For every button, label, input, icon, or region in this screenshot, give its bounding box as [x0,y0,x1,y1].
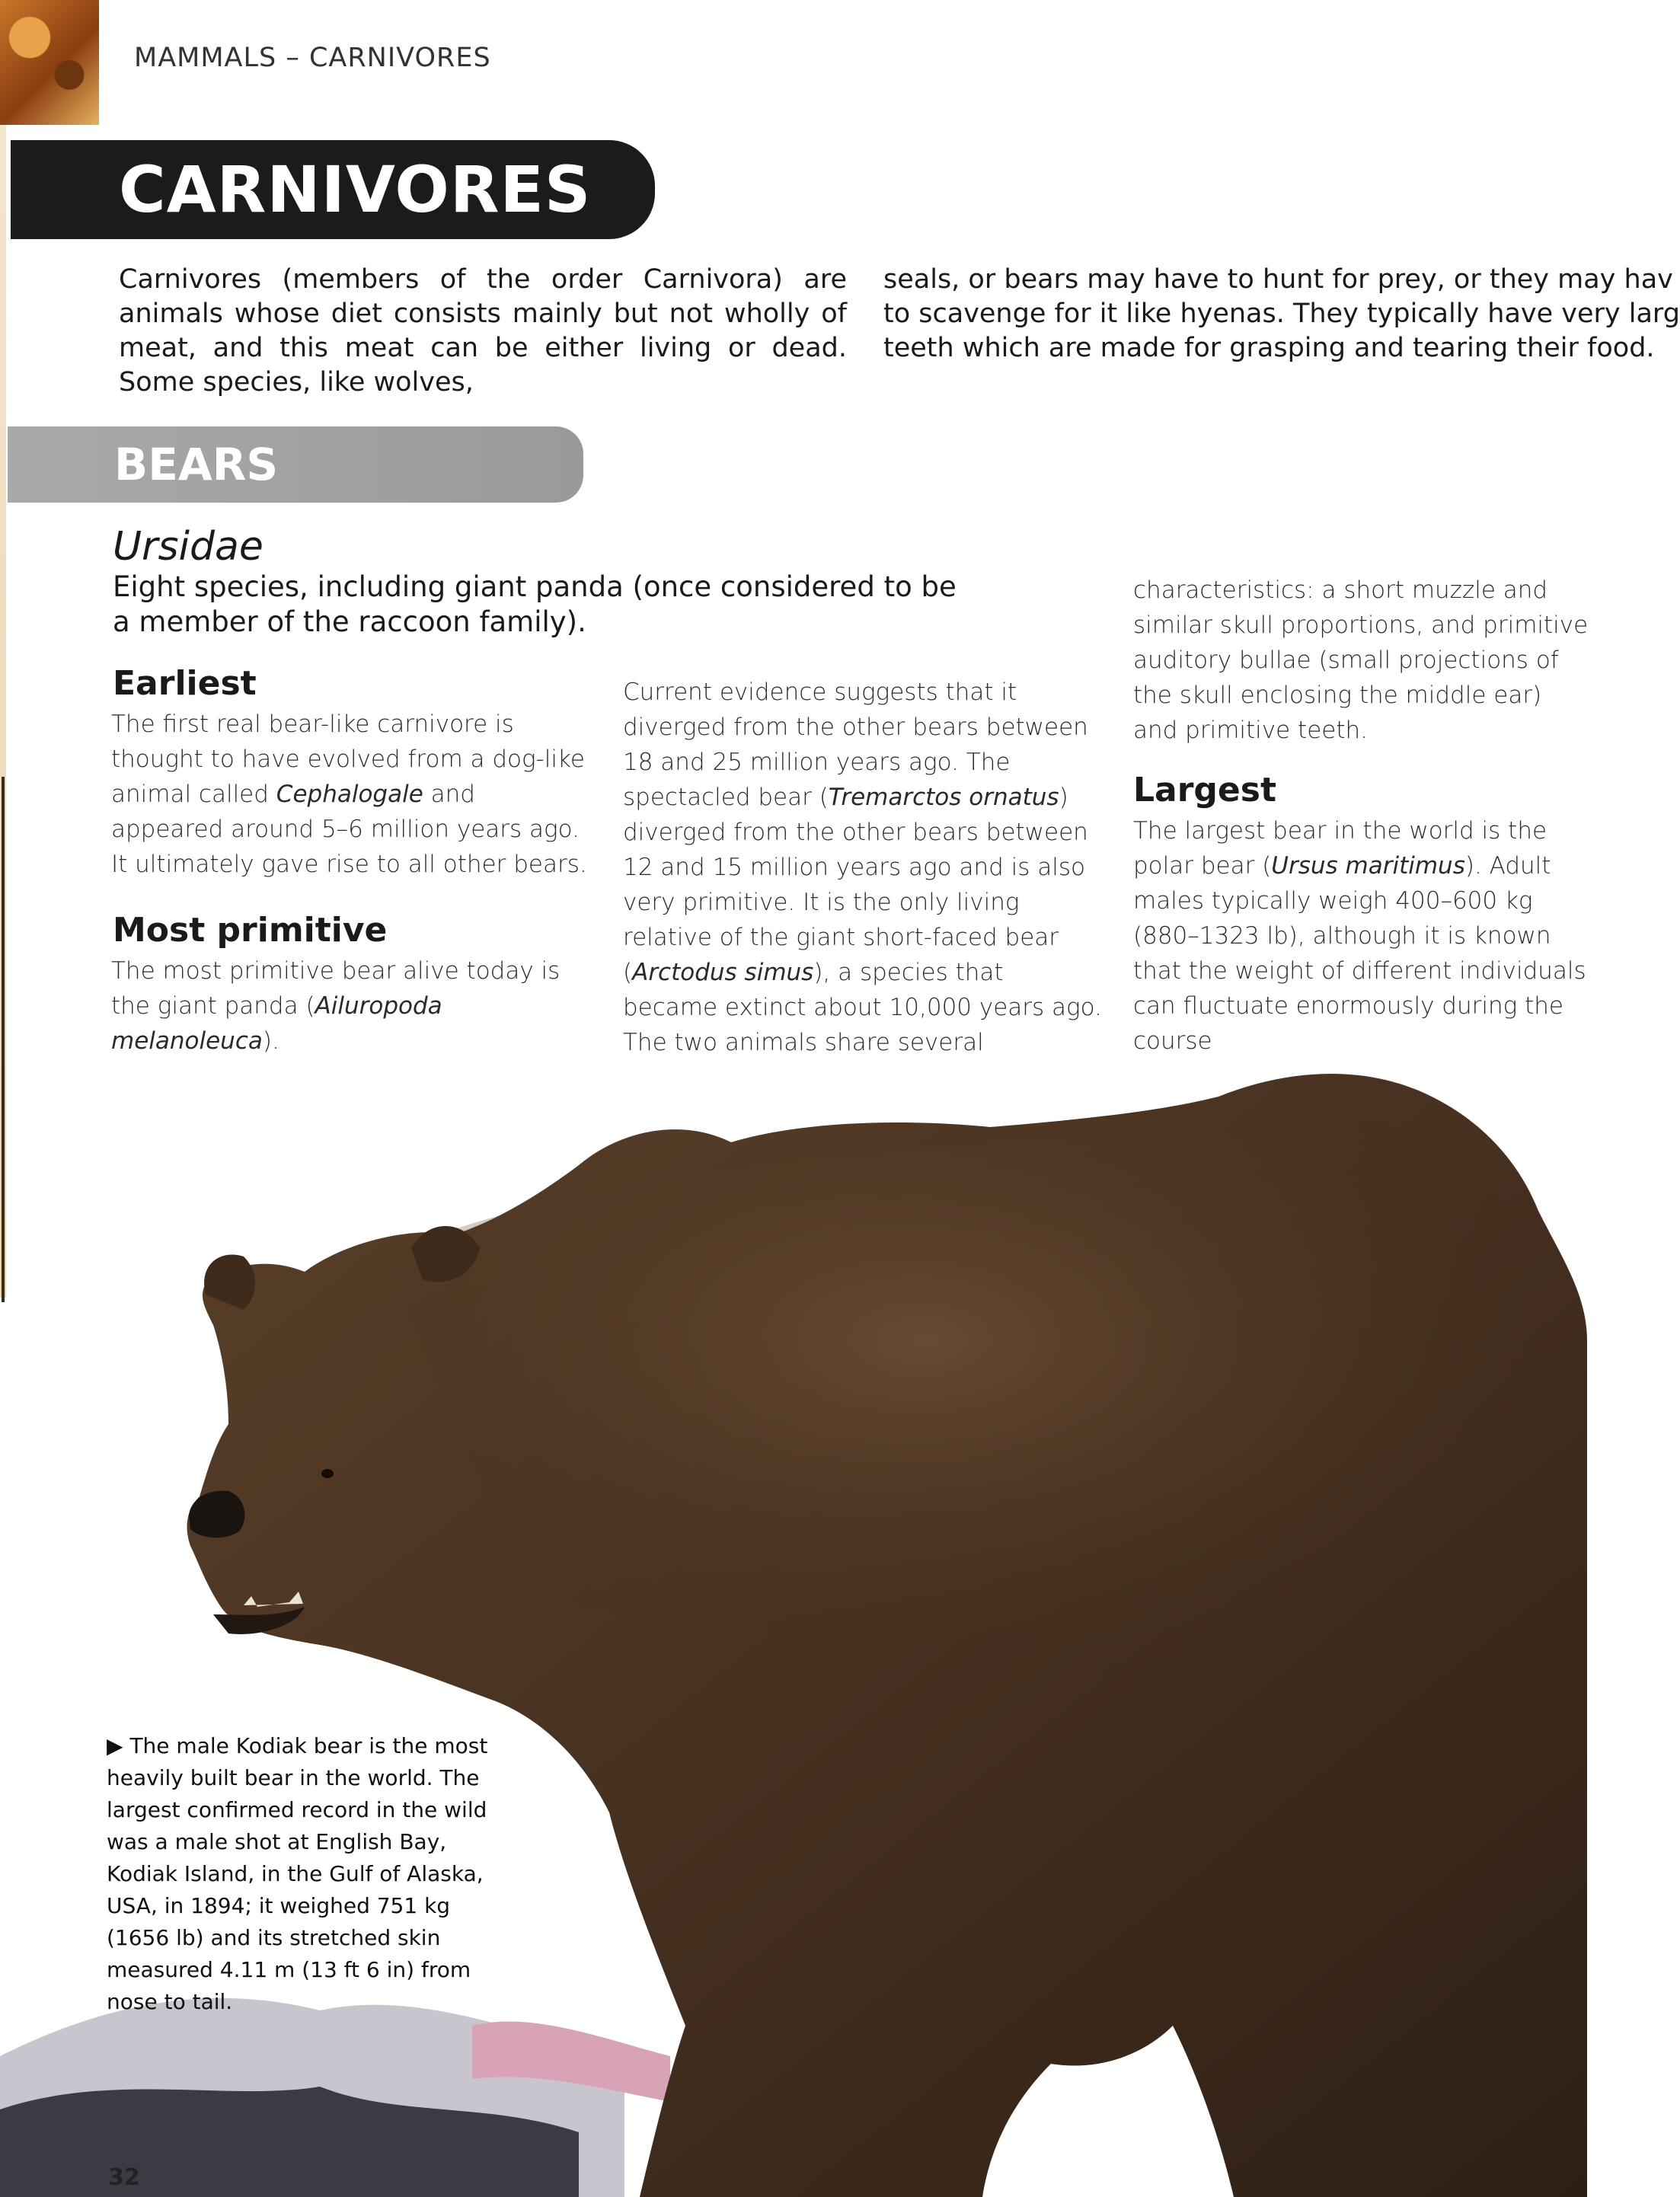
right-column-continuation: characteristics: a short muzzle and similar skull proportions, and primitive auditory bullae (small projections of the skull enclosing the middle ear) and primitive teeth. [1133,576,1589,744]
heading-largest: Largest [1133,771,1276,810]
intro-right-line: seals, or bears may have to hunt for prey, or they may hav [883,264,1673,295]
section-banner [8,426,583,503]
intro-right-line: to scavenge for it like hyenas. They typically have very larg [883,299,1680,329]
corner-tiger-photo [0,0,99,125]
heading-most-primitive: Most primitive [113,911,388,950]
bear-eye [321,1469,334,1478]
genus-name: Cephalogale [276,781,423,808]
running-head: MAMMALS – CARNIVORES [134,43,491,73]
page-number: 32 [108,2164,140,2191]
photo-caption: ▶ The male Kodiak bear is the most heavily built bear in the world. The largest confirmed record in the wild was a male shot at English Bay, Kodiak Island, in the Gulf of Alaska, USA, in 1894; it weighed 751 kg (1656 lb) and its stretched skin measured 4.11 m (13 ft 6 in) from nose to tail. [107,1733,488,2014]
earliest-text: The first real bear-like carnivore is thought to have evolved from a dog-like animal called Cephalogale and appeared around 5–6 million years ago. It ultimately gave rise to all other bears. [111,711,587,878]
caption-marker: ▶ [107,1733,123,1758]
intro-right-line: teeth which are made for grasping and tearing their food. [883,333,1655,363]
intro-paragraph-right [883,263,1680,366]
section-title: BEARS [114,439,279,490]
species-name: Ailuropoda melanoleuca [111,992,442,1055]
largest-text: The largest bear in the world is the polar bear (Ursus maritimus). Adult males typically weigh 400–600 kg (880–1323 lb), although it is known that the weight of different individuals can fluctuate enormously during the course [1133,817,1586,1055]
middle-column-text: Current evidence suggests that it diverged from the other bears between 18 and 25 million years ago. The spectacled bear (Tremarctos ornatus) diverged from the other bears between 12 and 15 million years ago and is also very primitive. It is the only living relative of the giant short-faced bear (Arctodus simus), a species that became extinct about 10,000 years ago. The two animals share several [623,679,1102,1056]
bear-nose [189,1491,244,1538]
most-primitive-text: The most primitive bear alive today is the giant panda (Ailuropoda melanoleuca). [111,957,561,1055]
family-name: Ursidae [113,524,263,570]
intro-paragraph-left: Carnivores (members of the order Carnivora) are animals whose diet consists mainly but not wholly of meat, and this meat can be either living or dead. Some species, like wolves, [119,264,847,398]
family-description: Eight species, including giant panda (once considered to be a member of the raccoon family). [113,570,957,638]
page-title: CARNIVORES [119,152,592,227]
heading-earliest: Earliest [113,664,257,703]
kodiak-bear-photo [0,1036,1587,2197]
